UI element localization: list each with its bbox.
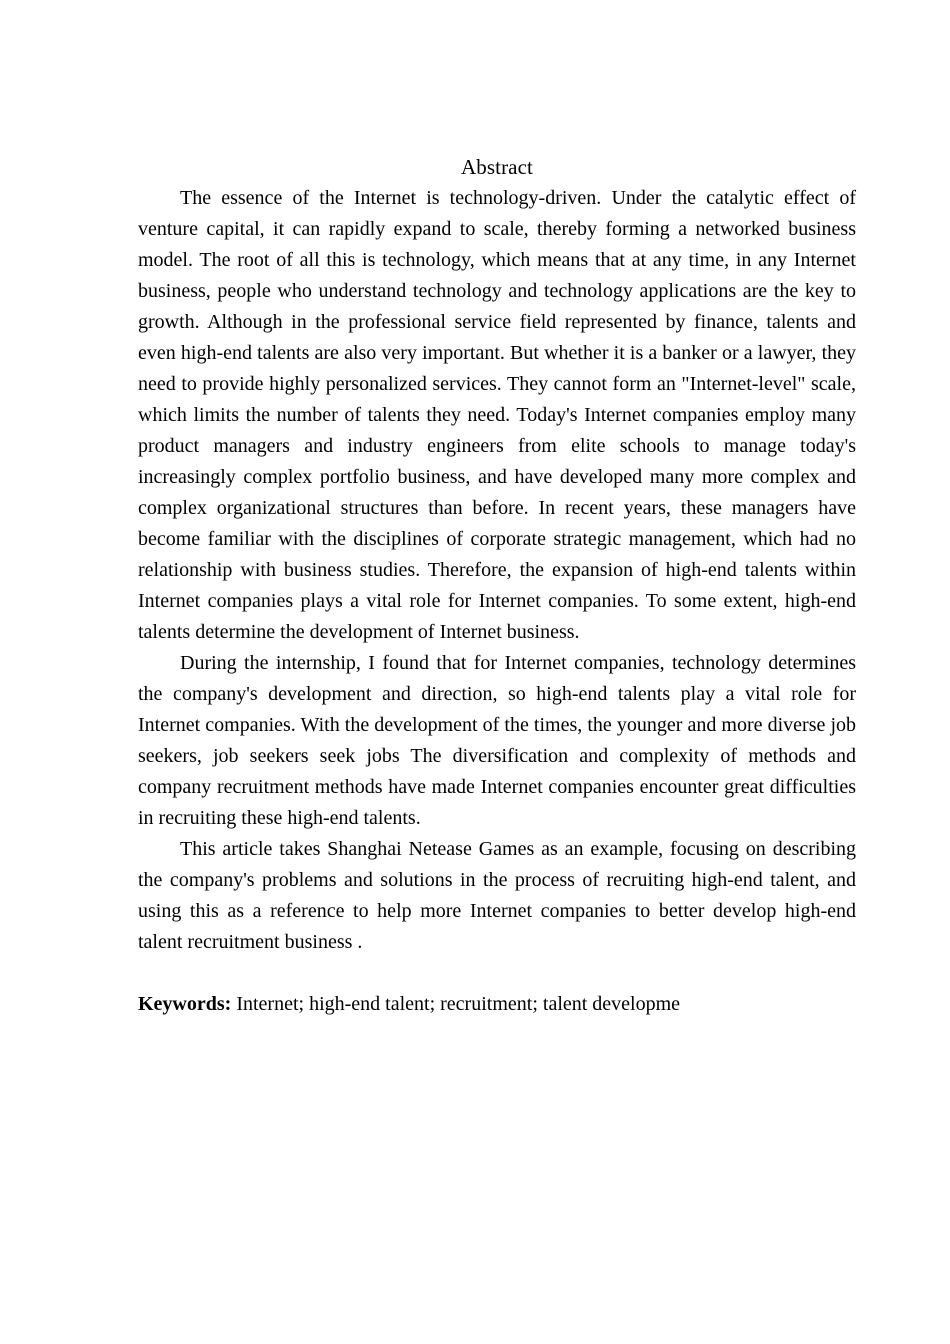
abstract-paragraph-3: This article takes Shanghai Netease Games as an example, focusing on describing the company's problems and solutions in the process of recruiting high-end talent, and using this as a reference to help more Internet companies to better develop high-end talent recruitment business . [138,838,856,953]
keywords-label: Keywords: [138,993,232,1015]
page-title: Abstract [461,155,533,179]
keywords-value: Internet; high-end talent; recruitment; talent developme [236,993,681,1015]
document-content [138,152,856,1020]
abstract-paragraph-1: The essence of the Internet is technology-driven. Under the catalytic effect of venture capital, it can rapidly expand to scale, thereby forming a networked business model. The root of all this is technology, which means that at any time, in any Internet business, people who understand technology and technology applications are the key to growth. Although in the professional service field represented by finance, talents and even high-end talents are also very important. But whether it is a banker or a lawyer, they need to provide highly personalized services. They cannot form an "Internet-level" scale, which limits the number of talents they need. Today's Internet companies employ many product managers and industry engineers from elite schools to manage today's increasingly complex portfolio business, and have developed many more complex and complex organizational structures than before. In recent years, these managers have become familiar with the disciplines of corporate strategic management, which had no relationship with business studies. Therefore, the expansion of high-end talents within Internet companies plays a vital role for Internet companies. To some extent, high-end talents determine the development of Internet business. [138,187,856,643]
abstract-paragraph-2: During the internship, I found that for Internet companies, technology determines the company's development and direction, so high-end talents play a vital role for Internet companies. With the development of the times, the younger and more diverse job seekers, job seekers seek jobs The diversification and complexity of methods and company recruitment methods have made Internet companies encounter great difficulties in recruiting these high-end talents. [138,652,856,829]
keywords-line [138,989,856,1020]
